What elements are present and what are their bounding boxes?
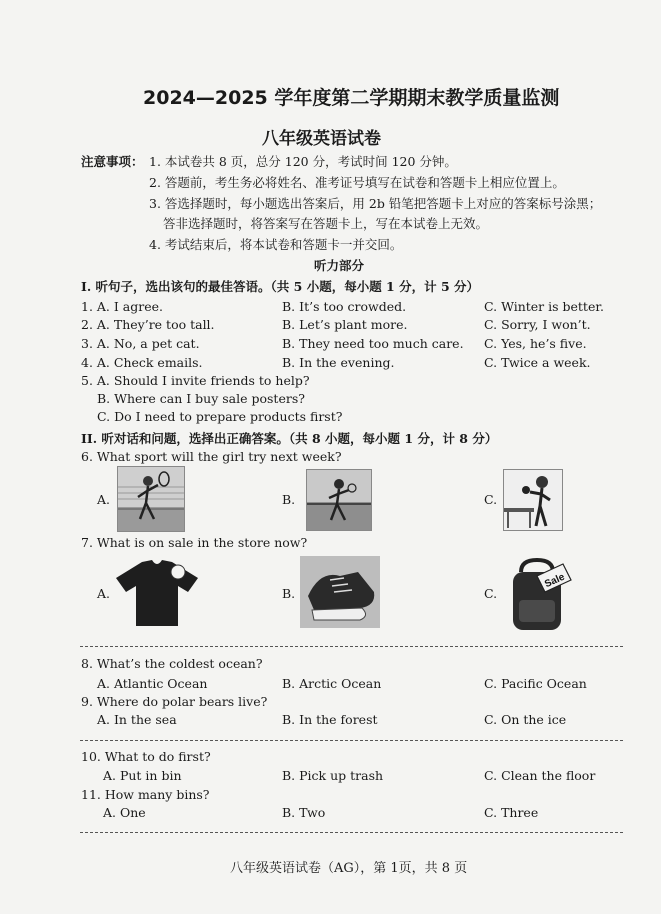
backpack-picture [503,554,573,634]
part1-title: I. 听句子，选出该句的最佳答语。（共 5 小题，每小题 1 分，计 5 分） [81,279,480,294]
divider [80,740,623,741]
q11-option-a: A. One [103,805,146,820]
note-item: 3. 答选择题时，每小题选出答案后，用 2b 铅笔把答题卡上对应的答案标号涂黑； [149,196,602,211]
q7-option-a: A. [97,586,111,601]
q11-question: 11. How many bins? [81,787,210,802]
q3-option-a: 3. A. No, a pet cat. [81,336,200,351]
q7-question: 7. What is on sale in the store now? [81,535,308,550]
q5-option-a: 5. A. Should I invite friends to help? [81,373,310,388]
q4-option-c: C. Twice a week. [484,355,591,370]
q8-option-b: B. Arctic Ocean [282,676,382,691]
q6-option-c: C. [484,492,498,507]
q1-option-c: C. Winter is better. [484,299,604,314]
q2-option-b: B. Let’s plant more. [282,317,408,332]
q6-option-a: A. [97,492,111,507]
q3-option-c: C. Yes, he’s five. [484,336,587,351]
q1-option-b: B. It’s too crowded. [282,299,407,314]
q11-option-c: C. Three [484,805,539,820]
q7-option-c: C. [484,586,498,601]
badminton-picture [306,469,372,531]
q9-option-a: A. In the sea [97,712,177,727]
q8-option-a: A. Atlantic Ocean [97,676,208,691]
notes-label: 注意事项： [81,154,144,169]
q8-question: 8. What’s the coldest ocean? [81,656,263,671]
table-tennis-picture [503,469,563,531]
q7-option-b: B. [282,586,296,601]
q4-option-b: B. In the evening. [282,355,395,370]
section-heading: 听力部分 [314,258,365,273]
q9-option-c: C. On the ice [484,712,567,727]
divider [80,646,623,647]
note-item: 4. 考试结束后，将本试卷和答题卡一并交回。 [149,237,403,252]
sale-tag-label: Sale [543,571,567,591]
q9-question: 9. Where do polar bears live? [81,694,268,709]
q2-option-a: 2. A. They’re too tall. [81,317,215,332]
q4-option-a: 4. A. Check emails. [81,355,203,370]
divider [80,832,623,833]
q3-option-b: B. They need too much care. [282,336,464,351]
sneaker-picture [300,556,380,628]
exam-subtitle: 八年级英语试卷 [262,129,381,149]
note-item: 1. 本试卷共 8 页，总分 120 分，考试时间 120 分钟。 [149,154,457,169]
q10-option-c: C. Clean the floor [484,768,596,783]
q6-option-b: B. [282,492,296,507]
q2-option-c: C. Sorry, I won’t. [484,317,591,332]
q11-option-b: B. Two [282,805,326,820]
tennis-picture [117,466,185,532]
q5-option-c: C. Do I need to prepare products first? [97,409,343,424]
q10-question: 10. What to do first? [81,749,211,764]
q9-option-b: B. In the forest [282,712,378,727]
q10-option-a: A. Put in bin [103,768,182,783]
page-footer: 八年级英语试卷（AG），第 1页，共 8 页 [230,861,468,876]
note-item: 2. 答题前，考生务必将姓名、准考证号填写在试卷和答题卡上相应位置上。 [149,175,565,190]
q5-option-b: B. Where can I buy sale posters? [97,391,305,406]
exam-title: 2024—2025 学年度第二学期期末教学质量监测 [143,87,560,109]
q8-option-c: C. Pacific Ocean [484,676,587,691]
q1-option-a: 1. A. I agree. [81,299,163,314]
t-shirt-picture [114,556,200,628]
note-item: 答非选择题时，将答案写在答题卡上，写在本试卷上无效。 [163,216,489,231]
q6-question: 6. What sport will the girl try next week? [81,449,342,464]
part2-title: II. 听对话和问题，选择出正确答案。（共 8 小题，每小题 1 分，计 8 分） [81,431,498,446]
q10-option-b: B. Pick up trash [282,768,384,783]
